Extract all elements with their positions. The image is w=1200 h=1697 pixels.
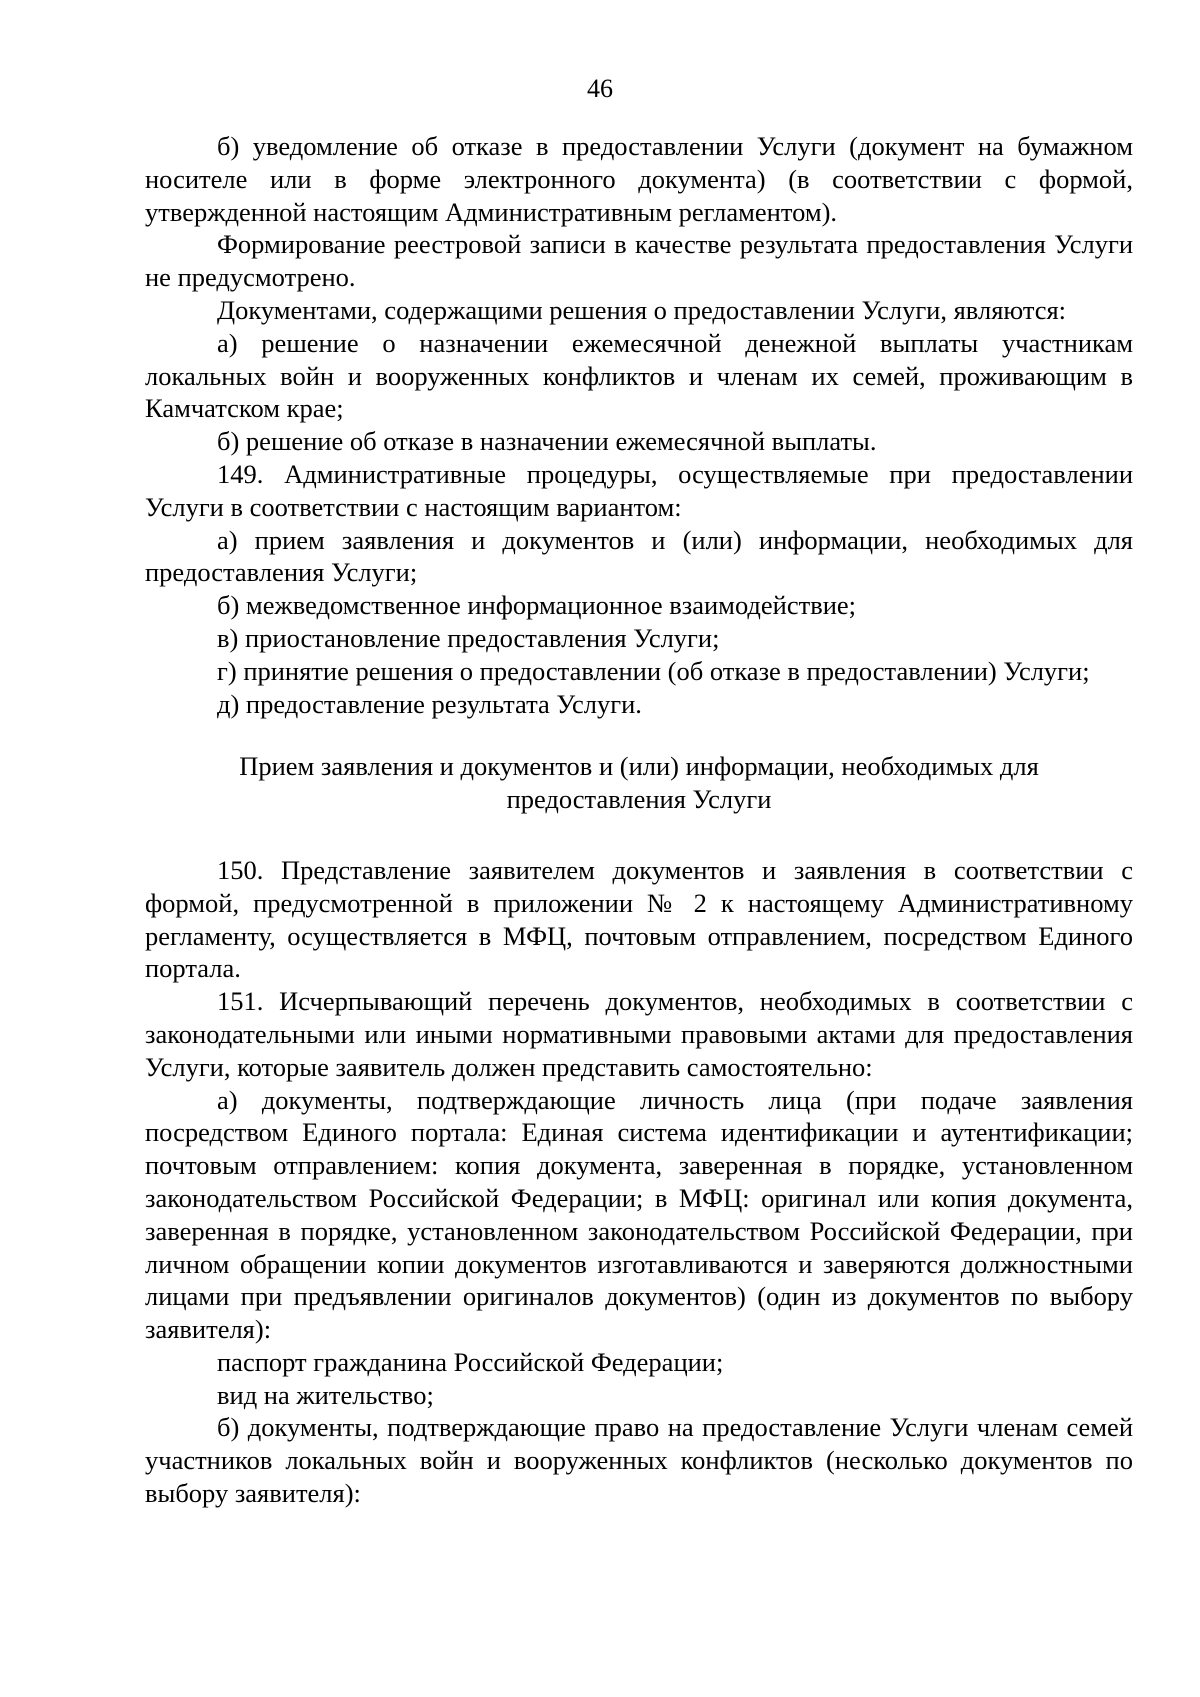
paragraph-procedure-d: г) принятие решения о предоставлении (об отказе в предоставлении) Услуги; (217, 655, 1090, 686)
paragraph-item-151: 151. Исчерпывающий перечень документов, необходимых в соответствии с законодательными или иными нормативными правовыми актами для предоставления Услуги, которые заявитель должен представить самостоятельно: (145, 986, 1133, 1082)
document-body (145, 130, 1133, 1510)
page-number: 46 (587, 74, 613, 103)
paragraph-decision-grant: а) решение о назначении ежемесячной денежной выплаты участникам локальных войн и вооруженных конфликтов и членам их семей, проживающим в Камчатском крае; (145, 327, 1133, 424)
paragraph-item-150: 150. Представление заявителем документов и заявления в соответствии с формой, предусмотренной в приложении № 2 к настоящему Административному регламенту, осуществляется в МФЦ, почтовым отправлением, посредством Единого портала. (145, 854, 1133, 984)
paragraph-procedure-a: а) прием заявления и документов и (или) информации, необходимых для предоставления Услуги; (145, 524, 1133, 588)
paragraph-identity-documents: а) документы, подтверждающие личность лица (при подаче заявления посредством Единого портала: Единая система идентификации и аутентификации; почтовым отправлением: копия документа, заверенная в порядке, установленном законодательством Российской Федерации; в МФЦ: оригинал или копия документа, заверенная в порядке, установленном законодательством Российской Федерации, при личном обращении копии документов изготавливаются и заверяются должностными лицами при предъявлении оригиналов документов) (один из документов по выбору заявителя): (145, 1084, 1133, 1345)
paragraph-registry-record: Формирование реестровой записи в качестве результата предоставления Услуги не предусмотрено. (145, 229, 1133, 293)
paragraph-procedure-e: д) предоставление результата Услуги. (217, 688, 642, 719)
paragraph-residence-permit: вид на жительство; (217, 1379, 434, 1410)
paragraph-procedure-b: б) межведомственное информационное взаимодействие; (217, 590, 857, 621)
paragraph-notice-of-refusal: б) уведомление об отказе в предоставлении Услуги (документ на бумажном носителе или в форме электронного документа) (в соответствии с формой, утвержденной настоящим Административным регламентом). (145, 131, 1133, 227)
paragraph-procedure-c: в) приостановление предоставления Услуги; (217, 622, 720, 653)
section-heading: Прием заявления и документов и (или) информации, необходимых для предоставления Услуги (239, 751, 1039, 815)
paragraph-decision-refusal: б) решение об отказе в назначении ежемесячной выплаты. (217, 426, 877, 457)
paragraph-decision-documents: Документами, содержащими решения о предоставлении Услуги, являются: (217, 294, 1067, 325)
paragraph-entitlement-documents: б) документы, подтверждающие право на предоставление Услуги членам семей участников локальных войн и вооруженных конфликтов (несколько документов по выбору заявителя): (145, 1412, 1133, 1509)
paragraph-passport: паспорт гражданина Российской Федерации; (217, 1346, 724, 1377)
paragraph-item-149: 149. Административные процедуры, осуществляемые при предоставлении Услуги в соответствии с настоящим вариантом: (145, 458, 1133, 522)
